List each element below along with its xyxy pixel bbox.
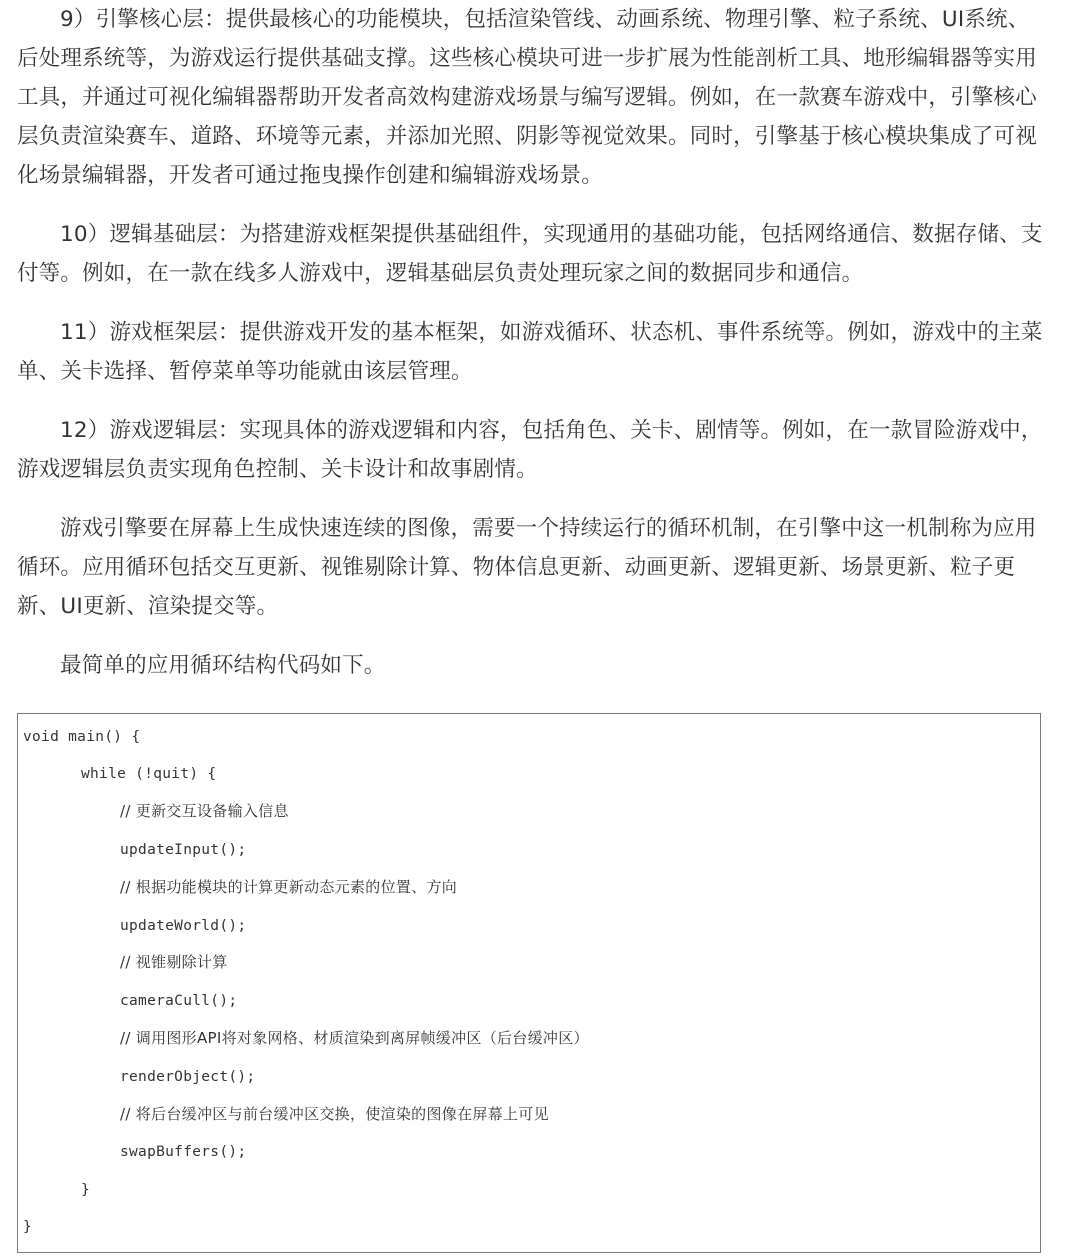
article-body <box>17 0 1047 685</box>
code-line-main-signature: void main() { <box>23 729 141 745</box>
paragraph-game-logic-layer: 12）游戏逻辑层：实现具体的游戏逻辑和内容，包括角色、关卡、剧情等。例如，在一款冒险游戏中，游戏逻辑层负责实现角色控制、关卡设计和故事剧情。 <box>17 418 1043 482</box>
code-line-comment-render: // 调用图形API将对象网格、材质渲染到离屏帧缓冲区（后台缓冲区） <box>120 1029 589 1047</box>
code-line-update-world: updateWorld(); <box>120 918 247 934</box>
code-line-swap-buffers: swapBuffers(); <box>120 1144 247 1160</box>
code-line-while-loop: while (!quit) { <box>81 766 217 782</box>
paragraph-logic-foundation-layer: 10）逻辑基础层：为搭建游戏框架提供基础组件，实现通用的基础功能，包括网络通信、数据存储、支付等。例如，在一款在线多人游戏中，逻辑基础层负责处理玩家之间的数据同步和通信。 <box>17 222 1043 286</box>
paragraph-application-loop: 游戏引擎要在屏幕上生成快速连续的图像，需要一个持续运行的循环机制，在引擎中这一机制称为应用循环。应用循环包括交互更新、视锥剔除计算、物体信息更新、动画更新、逻辑更新、场景更新、粒子更新、UI更新、渲染提交等。 <box>17 516 1037 619</box>
code-line-comment-swap: // 将后台缓冲区与前台缓冲区交换，使渲染的图像在屏幕上可见 <box>120 1105 549 1123</box>
code-line-camera-cull: cameraCull(); <box>120 993 238 1009</box>
code-line-update-input: updateInput(); <box>120 842 247 858</box>
code-line-comment-world: // 根据功能模块的计算更新动态元素的位置、方向 <box>120 878 458 896</box>
code-line-close-main: } <box>23 1219 33 1235</box>
code-block <box>17 713 1041 1253</box>
code-line-comment-cull: // 视锥剔除计算 <box>120 953 228 971</box>
paragraph-engine-core-layer: 9）引擎核心层：提供最核心的功能模块，包括渲染管线、动画系统、物理引擎、粒子系统、UI系统、后处理系统等，为游戏运行提供基础支撑。这些核心模块可进一步扩展为性能剖析工具、地形编辑器等实用工具，并通过可视化编辑器帮助开发者高效构建游戏场景与编写逻辑。例如，在一款赛车游戏中，引擎核心层负责渲染赛车、道路、环境等元素，并添加光照、阴影等视觉效果。同时，引擎基于核心模块集成了可视化场景编辑器，开发者可通过拖曳操作创建和编辑游戏场景。 <box>17 7 1037 188</box>
paragraph-game-framework-layer: 11）游戏框架层：提供游戏开发的基本框架，如游戏循环、状态机、事件系统等。例如，游戏中的主菜单、关卡选择、暂停菜单等功能就由该层管理。 <box>17 320 1043 384</box>
code-line-comment-input: // 更新交互设备输入信息 <box>120 802 289 820</box>
code-line-render-object: renderObject(); <box>120 1069 256 1085</box>
paragraph-code-intro: 最简单的应用循环结构代码如下。 <box>60 653 386 678</box>
code-line-close-while: } <box>81 1182 91 1198</box>
